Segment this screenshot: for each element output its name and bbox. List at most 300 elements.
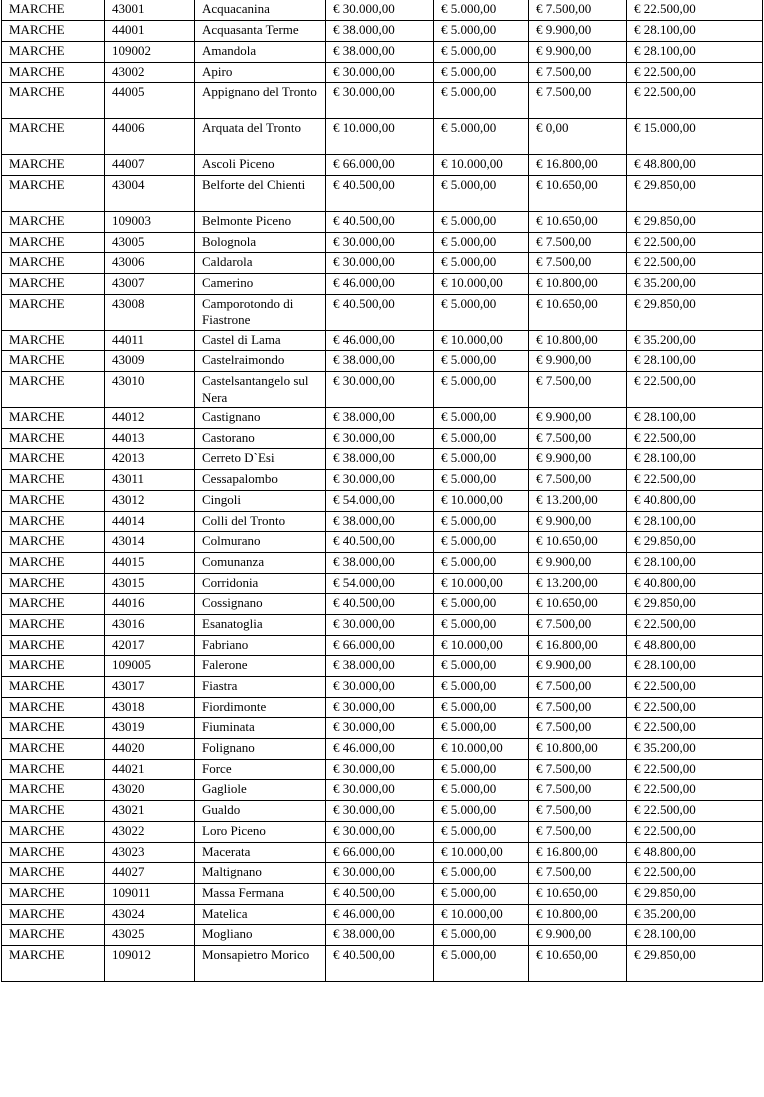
table-row: [2, 408, 763, 429]
table-row: [2, 155, 763, 176]
region-cell: MARCHE: [2, 532, 105, 553]
region-cell: MARCHE: [2, 718, 105, 739]
amount-c-cell: € 29.850,00: [627, 883, 763, 904]
amount-b-cell: € 7.500,00: [529, 0, 627, 21]
amount-a-cell: € 5.000,00: [434, 83, 529, 119]
code-cell: 43025: [105, 925, 195, 946]
amount-a-cell: € 5.000,00: [434, 511, 529, 532]
amount-b-cell: € 9.900,00: [529, 21, 627, 42]
amount-c-cell: € 28.100,00: [627, 21, 763, 42]
total-amount-cell: € 30.000,00: [326, 470, 434, 491]
table-row: [2, 83, 763, 119]
table-row: [2, 614, 763, 635]
amount-a-cell: € 10.000,00: [434, 274, 529, 295]
municipality-cell: Fiordimonte: [195, 697, 326, 718]
code-cell: 43018: [105, 697, 195, 718]
table-row: [2, 511, 763, 532]
amount-a-cell: € 5.000,00: [434, 351, 529, 372]
table-row: [2, 945, 763, 981]
municipality-cell: Folignano: [195, 739, 326, 760]
amount-b-cell: € 9.900,00: [529, 511, 627, 532]
total-amount-cell: € 66.000,00: [326, 155, 434, 176]
amount-a-cell: € 10.000,00: [434, 155, 529, 176]
region-cell: MARCHE: [2, 635, 105, 656]
amount-c-cell: € 22.500,00: [627, 372, 763, 408]
amount-b-cell: € 10.800,00: [529, 904, 627, 925]
table-row: [2, 175, 763, 211]
amount-c-cell: € 28.100,00: [627, 925, 763, 946]
amount-b-cell: € 7.500,00: [529, 718, 627, 739]
code-cell: 43024: [105, 904, 195, 925]
municipality-cell: Force: [195, 759, 326, 780]
municipality-cell: Caldarola: [195, 253, 326, 274]
amount-b-cell: € 9.900,00: [529, 41, 627, 62]
amount-b-cell: € 10.650,00: [529, 211, 627, 232]
table-row: [2, 428, 763, 449]
amount-a-cell: € 5.000,00: [434, 408, 529, 429]
total-amount-cell: € 30.000,00: [326, 428, 434, 449]
amount-c-cell: € 28.100,00: [627, 351, 763, 372]
amount-a-cell: € 5.000,00: [434, 41, 529, 62]
municipality-cell: Bolognola: [195, 232, 326, 253]
total-amount-cell: € 38.000,00: [326, 41, 434, 62]
amount-c-cell: € 22.500,00: [627, 470, 763, 491]
code-cell: 44027: [105, 863, 195, 884]
code-cell: 43012: [105, 490, 195, 511]
amount-a-cell: € 10.000,00: [434, 573, 529, 594]
amount-c-cell: € 22.500,00: [627, 62, 763, 83]
amount-b-cell: € 13.200,00: [529, 573, 627, 594]
code-cell: 44011: [105, 330, 195, 351]
region-cell: MARCHE: [2, 656, 105, 677]
total-amount-cell: € 40.500,00: [326, 883, 434, 904]
table-row: [2, 0, 763, 21]
amount-b-cell: € 9.900,00: [529, 408, 627, 429]
region-cell: MARCHE: [2, 573, 105, 594]
code-cell: 44007: [105, 155, 195, 176]
municipality-cell: Amandola: [195, 41, 326, 62]
amount-c-cell: € 22.500,00: [627, 0, 763, 21]
total-amount-cell: € 54.000,00: [326, 490, 434, 511]
region-cell: MARCHE: [2, 330, 105, 351]
region-cell: MARCHE: [2, 883, 105, 904]
amount-c-cell: € 35.200,00: [627, 739, 763, 760]
region-cell: MARCHE: [2, 594, 105, 615]
amount-b-cell: € 7.500,00: [529, 863, 627, 884]
code-cell: 44006: [105, 119, 195, 155]
code-cell: 44021: [105, 759, 195, 780]
code-cell: 43008: [105, 294, 195, 330]
region-cell: MARCHE: [2, 351, 105, 372]
municipality-cell: Macerata: [195, 842, 326, 863]
municipality-cell: Esanatoglia: [195, 614, 326, 635]
amount-a-cell: € 10.000,00: [434, 904, 529, 925]
region-cell: MARCHE: [2, 490, 105, 511]
amount-b-cell: € 7.500,00: [529, 697, 627, 718]
amount-a-cell: € 5.000,00: [434, 175, 529, 211]
amount-b-cell: € 7.500,00: [529, 614, 627, 635]
table-row: [2, 532, 763, 553]
municipality-cell: Colli del Tronto: [195, 511, 326, 532]
amount-a-cell: € 10.000,00: [434, 739, 529, 760]
municipality-cell: Gagliole: [195, 780, 326, 801]
region-cell: MARCHE: [2, 408, 105, 429]
amount-b-cell: € 10.800,00: [529, 739, 627, 760]
amount-a-cell: € 10.000,00: [434, 842, 529, 863]
amount-a-cell: € 5.000,00: [434, 594, 529, 615]
municipality-cell: Loro Piceno: [195, 821, 326, 842]
municipality-cell: Castelsantangelo sul Nera: [195, 372, 326, 408]
amount-c-cell: € 22.500,00: [627, 697, 763, 718]
amount-b-cell: € 16.800,00: [529, 155, 627, 176]
amount-c-cell: € 29.850,00: [627, 945, 763, 981]
region-cell: MARCHE: [2, 21, 105, 42]
municipality-cell: Falerone: [195, 656, 326, 677]
region-cell: MARCHE: [2, 211, 105, 232]
region-cell: MARCHE: [2, 119, 105, 155]
region-cell: MARCHE: [2, 904, 105, 925]
code-cell: 44013: [105, 428, 195, 449]
municipality-cell: Camerino: [195, 274, 326, 295]
total-amount-cell: € 46.000,00: [326, 330, 434, 351]
municipality-cell: Apiro: [195, 62, 326, 83]
amount-a-cell: € 10.000,00: [434, 635, 529, 656]
code-cell: 43016: [105, 614, 195, 635]
amount-c-cell: € 48.800,00: [627, 842, 763, 863]
amount-c-cell: € 28.100,00: [627, 511, 763, 532]
amount-a-cell: € 5.000,00: [434, 697, 529, 718]
region-cell: MARCHE: [2, 83, 105, 119]
amount-c-cell: € 40.800,00: [627, 490, 763, 511]
code-cell: 43017: [105, 677, 195, 698]
amount-c-cell: € 48.800,00: [627, 155, 763, 176]
amount-a-cell: € 5.000,00: [434, 21, 529, 42]
amount-c-cell: € 22.500,00: [627, 801, 763, 822]
municipality-cell: Gualdo: [195, 801, 326, 822]
amount-a-cell: € 5.000,00: [434, 863, 529, 884]
table-body: [2, 0, 763, 981]
code-cell: 43001: [105, 0, 195, 21]
code-cell: 43015: [105, 573, 195, 594]
amount-a-cell: € 5.000,00: [434, 883, 529, 904]
total-amount-cell: € 30.000,00: [326, 0, 434, 21]
code-cell: 44005: [105, 83, 195, 119]
total-amount-cell: € 40.500,00: [326, 294, 434, 330]
code-cell: 44014: [105, 511, 195, 532]
total-amount-cell: € 46.000,00: [326, 274, 434, 295]
total-amount-cell: € 38.000,00: [326, 925, 434, 946]
region-cell: MARCHE: [2, 552, 105, 573]
municipality-cell: Fiastra: [195, 677, 326, 698]
amount-b-cell: € 10.650,00: [529, 294, 627, 330]
amount-c-cell: € 22.500,00: [627, 863, 763, 884]
amount-b-cell: € 7.500,00: [529, 428, 627, 449]
amount-a-cell: € 10.000,00: [434, 490, 529, 511]
total-amount-cell: € 30.000,00: [326, 780, 434, 801]
code-cell: 43021: [105, 801, 195, 822]
code-cell: 44015: [105, 552, 195, 573]
amount-a-cell: € 5.000,00: [434, 821, 529, 842]
table-row: [2, 883, 763, 904]
table-row: [2, 62, 763, 83]
municipality-cell: Cessapalombo: [195, 470, 326, 491]
amount-a-cell: € 5.000,00: [434, 0, 529, 21]
amount-a-cell: € 5.000,00: [434, 372, 529, 408]
code-cell: 44012: [105, 408, 195, 429]
amount-a-cell: € 5.000,00: [434, 552, 529, 573]
code-cell: 109012: [105, 945, 195, 981]
municipality-cell: Castignano: [195, 408, 326, 429]
amount-b-cell: € 7.500,00: [529, 801, 627, 822]
table-row: [2, 759, 763, 780]
total-amount-cell: € 40.500,00: [326, 945, 434, 981]
code-cell: 44001: [105, 21, 195, 42]
amount-a-cell: € 10.000,00: [434, 330, 529, 351]
total-amount-cell: € 40.500,00: [326, 211, 434, 232]
amount-c-cell: € 29.850,00: [627, 532, 763, 553]
code-cell: 43014: [105, 532, 195, 553]
table-row: [2, 211, 763, 232]
amount-b-cell: € 16.800,00: [529, 842, 627, 863]
amount-a-cell: € 5.000,00: [434, 449, 529, 470]
amount-a-cell: € 5.000,00: [434, 759, 529, 780]
table-row: [2, 372, 763, 408]
amount-c-cell: € 22.500,00: [627, 780, 763, 801]
region-cell: MARCHE: [2, 759, 105, 780]
total-amount-cell: € 40.500,00: [326, 532, 434, 553]
amount-b-cell: € 9.900,00: [529, 925, 627, 946]
total-amount-cell: € 38.000,00: [326, 656, 434, 677]
municipality-cell: Belmonte Piceno: [195, 211, 326, 232]
code-cell: 109011: [105, 883, 195, 904]
table-row: [2, 330, 763, 351]
amount-b-cell: € 7.500,00: [529, 759, 627, 780]
table-row: [2, 656, 763, 677]
amount-b-cell: € 10.650,00: [529, 945, 627, 981]
municipality-funding-table: [1, 0, 763, 982]
amount-c-cell: € 29.850,00: [627, 594, 763, 615]
total-amount-cell: € 38.000,00: [326, 449, 434, 470]
region-cell: MARCHE: [2, 677, 105, 698]
code-cell: 43011: [105, 470, 195, 491]
municipality-cell: Massa Fermana: [195, 883, 326, 904]
amount-b-cell: € 10.650,00: [529, 594, 627, 615]
amount-a-cell: € 5.000,00: [434, 232, 529, 253]
total-amount-cell: € 30.000,00: [326, 759, 434, 780]
region-cell: MARCHE: [2, 449, 105, 470]
total-amount-cell: € 46.000,00: [326, 904, 434, 925]
amount-a-cell: € 5.000,00: [434, 428, 529, 449]
amount-c-cell: € 22.500,00: [627, 253, 763, 274]
amount-c-cell: € 48.800,00: [627, 635, 763, 656]
amount-c-cell: € 28.100,00: [627, 449, 763, 470]
total-amount-cell: € 30.000,00: [326, 863, 434, 884]
municipality-cell: Mogliano: [195, 925, 326, 946]
amount-a-cell: € 5.000,00: [434, 532, 529, 553]
amount-b-cell: € 7.500,00: [529, 677, 627, 698]
total-amount-cell: € 38.000,00: [326, 511, 434, 532]
code-cell: 43007: [105, 274, 195, 295]
table-row: [2, 253, 763, 274]
code-cell: 43022: [105, 821, 195, 842]
code-cell: 42017: [105, 635, 195, 656]
region-cell: MARCHE: [2, 62, 105, 83]
amount-b-cell: € 9.900,00: [529, 552, 627, 573]
amount-b-cell: € 10.650,00: [529, 883, 627, 904]
code-cell: 43005: [105, 232, 195, 253]
region-cell: MARCHE: [2, 780, 105, 801]
municipality-cell: Fiuminata: [195, 718, 326, 739]
total-amount-cell: € 30.000,00: [326, 253, 434, 274]
amount-c-cell: € 22.500,00: [627, 718, 763, 739]
municipality-cell: Belforte del Chienti: [195, 175, 326, 211]
total-amount-cell: € 38.000,00: [326, 552, 434, 573]
code-cell: 43020: [105, 780, 195, 801]
municipality-cell: Camporotondo di Fiastrone: [195, 294, 326, 330]
municipality-cell: Castorano: [195, 428, 326, 449]
region-cell: MARCHE: [2, 175, 105, 211]
code-cell: 43019: [105, 718, 195, 739]
amount-c-cell: € 22.500,00: [627, 821, 763, 842]
region-cell: MARCHE: [2, 41, 105, 62]
amount-b-cell: € 7.500,00: [529, 372, 627, 408]
code-cell: 44016: [105, 594, 195, 615]
municipality-cell: Comunanza: [195, 552, 326, 573]
region-cell: MARCHE: [2, 253, 105, 274]
municipality-cell: Acquacanina: [195, 0, 326, 21]
code-cell: 44020: [105, 739, 195, 760]
amount-c-cell: € 29.850,00: [627, 294, 763, 330]
table-row: [2, 842, 763, 863]
table-row: [2, 697, 763, 718]
code-cell: 43006: [105, 253, 195, 274]
amount-b-cell: € 7.500,00: [529, 62, 627, 83]
region-cell: MARCHE: [2, 274, 105, 295]
municipality-cell: Colmurano: [195, 532, 326, 553]
region-cell: MARCHE: [2, 155, 105, 176]
amount-c-cell: € 22.500,00: [627, 759, 763, 780]
amount-b-cell: € 7.500,00: [529, 253, 627, 274]
region-cell: MARCHE: [2, 945, 105, 981]
region-cell: MARCHE: [2, 614, 105, 635]
table-row: [2, 635, 763, 656]
total-amount-cell: € 30.000,00: [326, 372, 434, 408]
amount-b-cell: € 9.900,00: [529, 449, 627, 470]
municipality-cell: Maltignano: [195, 863, 326, 884]
total-amount-cell: € 40.500,00: [326, 594, 434, 615]
municipality-cell: Corridonia: [195, 573, 326, 594]
total-amount-cell: € 38.000,00: [326, 351, 434, 372]
table-row: [2, 863, 763, 884]
amount-b-cell: € 9.900,00: [529, 351, 627, 372]
region-cell: MARCHE: [2, 821, 105, 842]
table-row: [2, 594, 763, 615]
table-row: [2, 573, 763, 594]
total-amount-cell: € 38.000,00: [326, 408, 434, 429]
amount-a-cell: € 5.000,00: [434, 718, 529, 739]
amount-b-cell: € 13.200,00: [529, 490, 627, 511]
code-cell: 109005: [105, 656, 195, 677]
table-row: [2, 718, 763, 739]
amount-a-cell: € 5.000,00: [434, 119, 529, 155]
total-amount-cell: € 30.000,00: [326, 232, 434, 253]
total-amount-cell: € 38.000,00: [326, 21, 434, 42]
amount-b-cell: € 10.650,00: [529, 532, 627, 553]
amount-c-cell: € 40.800,00: [627, 573, 763, 594]
table-row: [2, 552, 763, 573]
total-amount-cell: € 30.000,00: [326, 677, 434, 698]
municipality-cell: Monsapietro Morico: [195, 945, 326, 981]
municipality-cell: Acquasanta Terme: [195, 21, 326, 42]
table-row: [2, 904, 763, 925]
table-row: [2, 274, 763, 295]
region-cell: MARCHE: [2, 294, 105, 330]
total-amount-cell: € 30.000,00: [326, 614, 434, 635]
municipality-cell: Cossignano: [195, 594, 326, 615]
amount-a-cell: € 5.000,00: [434, 470, 529, 491]
amount-c-cell: € 28.100,00: [627, 408, 763, 429]
table-row: [2, 801, 763, 822]
code-cell: 43002: [105, 62, 195, 83]
table-row: [2, 21, 763, 42]
region-cell: MARCHE: [2, 470, 105, 491]
table-row: [2, 294, 763, 330]
amount-c-cell: € 22.500,00: [627, 83, 763, 119]
region-cell: MARCHE: [2, 0, 105, 21]
table-row: [2, 677, 763, 698]
amount-b-cell: € 10.800,00: [529, 274, 627, 295]
amount-a-cell: € 5.000,00: [434, 656, 529, 677]
municipality-cell: Cingoli: [195, 490, 326, 511]
total-amount-cell: € 30.000,00: [326, 83, 434, 119]
table-row: [2, 351, 763, 372]
total-amount-cell: € 40.500,00: [326, 175, 434, 211]
amount-c-cell: € 29.850,00: [627, 175, 763, 211]
table-row: [2, 232, 763, 253]
total-amount-cell: € 30.000,00: [326, 697, 434, 718]
amount-a-cell: € 5.000,00: [434, 780, 529, 801]
amount-a-cell: € 5.000,00: [434, 925, 529, 946]
total-amount-cell: € 30.000,00: [326, 62, 434, 83]
amount-c-cell: € 35.200,00: [627, 904, 763, 925]
amount-c-cell: € 22.500,00: [627, 428, 763, 449]
amount-a-cell: € 5.000,00: [434, 677, 529, 698]
code-cell: 43010: [105, 372, 195, 408]
amount-a-cell: € 5.000,00: [434, 614, 529, 635]
amount-c-cell: € 29.850,00: [627, 211, 763, 232]
amount-c-cell: € 35.200,00: [627, 330, 763, 351]
total-amount-cell: € 54.000,00: [326, 573, 434, 594]
table-row: [2, 470, 763, 491]
amount-b-cell: € 7.500,00: [529, 821, 627, 842]
total-amount-cell: € 10.000,00: [326, 119, 434, 155]
code-cell: 42013: [105, 449, 195, 470]
amount-b-cell: € 7.500,00: [529, 83, 627, 119]
amount-b-cell: € 9.900,00: [529, 656, 627, 677]
municipality-cell: Arquata del Tronto: [195, 119, 326, 155]
total-amount-cell: € 30.000,00: [326, 718, 434, 739]
amount-c-cell: € 22.500,00: [627, 614, 763, 635]
total-amount-cell: € 66.000,00: [326, 635, 434, 656]
municipality-cell: Fabriano: [195, 635, 326, 656]
municipality-cell: Cerreto D`Esi: [195, 449, 326, 470]
amount-a-cell: € 5.000,00: [434, 801, 529, 822]
amount-c-cell: € 35.200,00: [627, 274, 763, 295]
municipality-cell: Castel di Lama: [195, 330, 326, 351]
region-cell: MARCHE: [2, 842, 105, 863]
table-row: [2, 41, 763, 62]
amount-b-cell: € 7.500,00: [529, 470, 627, 491]
